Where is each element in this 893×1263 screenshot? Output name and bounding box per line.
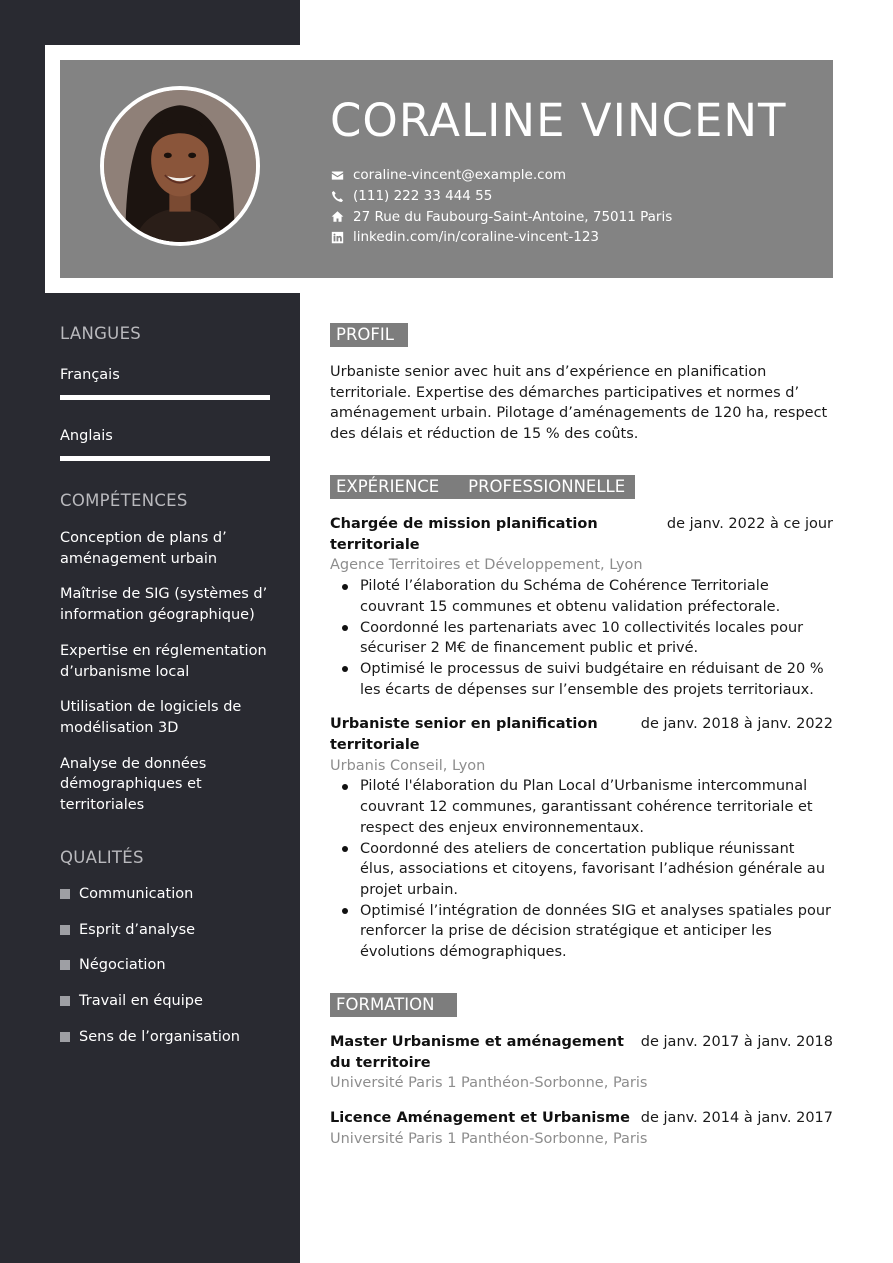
degree-date: de janv. 2017 à janv. 2018	[640, 1034, 833, 1050]
degree-institution: Université Paris 1 Panthéon-Sorbonne, Paris	[330, 1075, 648, 1092]
profile-section	[330, 323, 833, 445]
candidate-name: CORALINE VINCENT	[330, 94, 787, 147]
degree-title: Licence Aménagement et Urbanisme	[330, 1110, 630, 1127]
language-item	[60, 426, 275, 461]
contact-linkedin-text: linkedin.com/in/coraline-vincent-123	[353, 229, 599, 246]
quality-item	[60, 1027, 275, 1047]
contact-phone-text: (111) 222 33 444 55	[353, 188, 493, 205]
contact-linkedin[interactable]	[330, 227, 672, 248]
qualities-title: QUALITÉS	[60, 848, 144, 867]
square-bullet-icon	[60, 889, 70, 899]
job-title: Urbaniste senior en planification territoriale	[330, 716, 598, 754]
job-organization: Urbanis Conseil, Lyon	[330, 757, 486, 774]
portrait-illustration	[104, 90, 256, 242]
job-entry	[330, 714, 833, 962]
languages-title: LANGUES	[60, 324, 142, 343]
profile-text: Urbaniste senior avec huit ans d’expérience en planification territoriale. Expertise des démarches participatives et normes d’ aménagement urbain. Pilotage d’aménagements de 120 ha, respect des délais et réduction de 15 % des coûts.	[330, 364, 828, 443]
job-header	[330, 714, 833, 755]
skill-item: Conception de plans d’ aménagement urbain	[60, 530, 227, 567]
job-entry	[330, 514, 833, 700]
email-icon	[330, 168, 344, 182]
degree-institution: Université Paris 1 Panthéon-Sorbonne, Paris	[330, 1130, 648, 1147]
qualities-list	[60, 884, 275, 1047]
experience-section	[330, 475, 833, 963]
quality-text: Négociation	[79, 957, 166, 974]
education-entry	[330, 1108, 833, 1149]
square-bullet-icon	[60, 1032, 70, 1042]
skills-title: COMPÉTENCES	[60, 491, 188, 510]
skills-section	[60, 491, 275, 831]
quality-text: Sens de l’organisation	[79, 1028, 240, 1045]
quality-text: Communication	[79, 886, 194, 902]
languages-section	[60, 324, 275, 461]
education-title: FORMATION	[330, 993, 457, 1017]
contact-email-text: coraline-vincent@example.com	[353, 167, 566, 184]
phone-icon	[330, 189, 344, 203]
skills-list	[60, 528, 275, 816]
degree-title: Master Urbanisme et aménagement du territoire	[330, 1034, 624, 1071]
profile-photo	[100, 86, 260, 246]
contact-list	[330, 165, 672, 248]
contact-phone[interactable]	[330, 186, 672, 207]
experience-title: EXPÉRIENCE PROFESSIONNELLE	[330, 475, 635, 499]
skill-item: Utilisation de logiciels de modélisation 3D	[60, 699, 242, 736]
quality-item	[60, 955, 275, 975]
job-title: Chargée de mission planification territoriale	[330, 516, 598, 553]
skill-item: Analyse de données démographiques et territoriales	[60, 755, 207, 814]
job-bullet: Coordonné des ateliers de concertation publique réunissant élus, associations et citoyens, favorisant l’adhésion générale au projet urbain.	[330, 839, 833, 901]
contact-address-text: 27 Rue du Faubourg-Saint-Antoine, 75011 Paris	[353, 208, 673, 225]
language-level-bar	[60, 456, 270, 461]
home-icon	[330, 210, 344, 224]
skill-item: Maîtrise de SIG (systèmes d’ information géographique)	[60, 586, 268, 624]
language-level-bar	[60, 395, 270, 400]
education-header	[330, 1032, 833, 1073]
job-date: de janv. 2022 à ce jour	[666, 516, 833, 532]
job-bullets	[330, 776, 833, 962]
language-name: Français	[60, 367, 120, 383]
skill-item: Expertise en réglementation d’urbanisme local	[60, 642, 267, 680]
quality-text: Esprit d’analyse	[79, 921, 196, 938]
qualities-section	[60, 848, 275, 1062]
quality-text: Travail en équipe	[79, 993, 203, 1010]
square-bullet-icon	[60, 925, 70, 935]
square-bullet-icon	[60, 996, 70, 1006]
job-bullets	[330, 576, 833, 700]
profile-title: PROFIL	[330, 323, 408, 347]
quality-item	[60, 991, 275, 1011]
job-bullet: Optimisé le processus de suivi budgétaire en réduisant de 20 % les écarts de dépenses sur l’ensemble des projets territoriaux.	[330, 659, 833, 700]
linkedin-icon	[330, 230, 344, 244]
square-bullet-icon	[60, 960, 70, 970]
degree-date: de janv. 2014 à janv. 2017	[640, 1110, 833, 1127]
job-header	[330, 514, 833, 555]
job-bullet: Coordonné les partenariats avec 10 collectivités locales pour sécuriser 2 M€ de financement public et privé.	[330, 618, 833, 659]
education-section	[330, 993, 833, 1150]
contact-address	[330, 206, 672, 227]
job-bullet: Optimisé l’intégration de données SIG et analyses spatiales pour renforcer la prise de décision stratégique et anticiper les évolutions démographiques.	[330, 901, 833, 963]
language-name: Anglais	[60, 428, 113, 444]
contact-email[interactable]	[330, 165, 672, 186]
language-item	[60, 365, 275, 400]
quality-item	[60, 884, 275, 904]
quality-item	[60, 920, 275, 940]
education-entry	[330, 1032, 833, 1094]
job-bullet: Piloté l’élaboration du Schéma de Cohérence Territoriale couvrant 15 communes et obtenu validation préfectorale.	[330, 576, 833, 617]
job-bullet: Piloté l'élaboration du Plan Local d’Urbanisme intercommunal couvrant 12 communes, garantissant cohérence territoriale et respect des enjeux environnementaux.	[330, 776, 833, 838]
job-organization: Agence Territoires et Développement, Lyon	[330, 557, 643, 574]
job-date: de janv. 2018 à janv. 2022	[640, 716, 833, 733]
education-header	[330, 1108, 833, 1129]
